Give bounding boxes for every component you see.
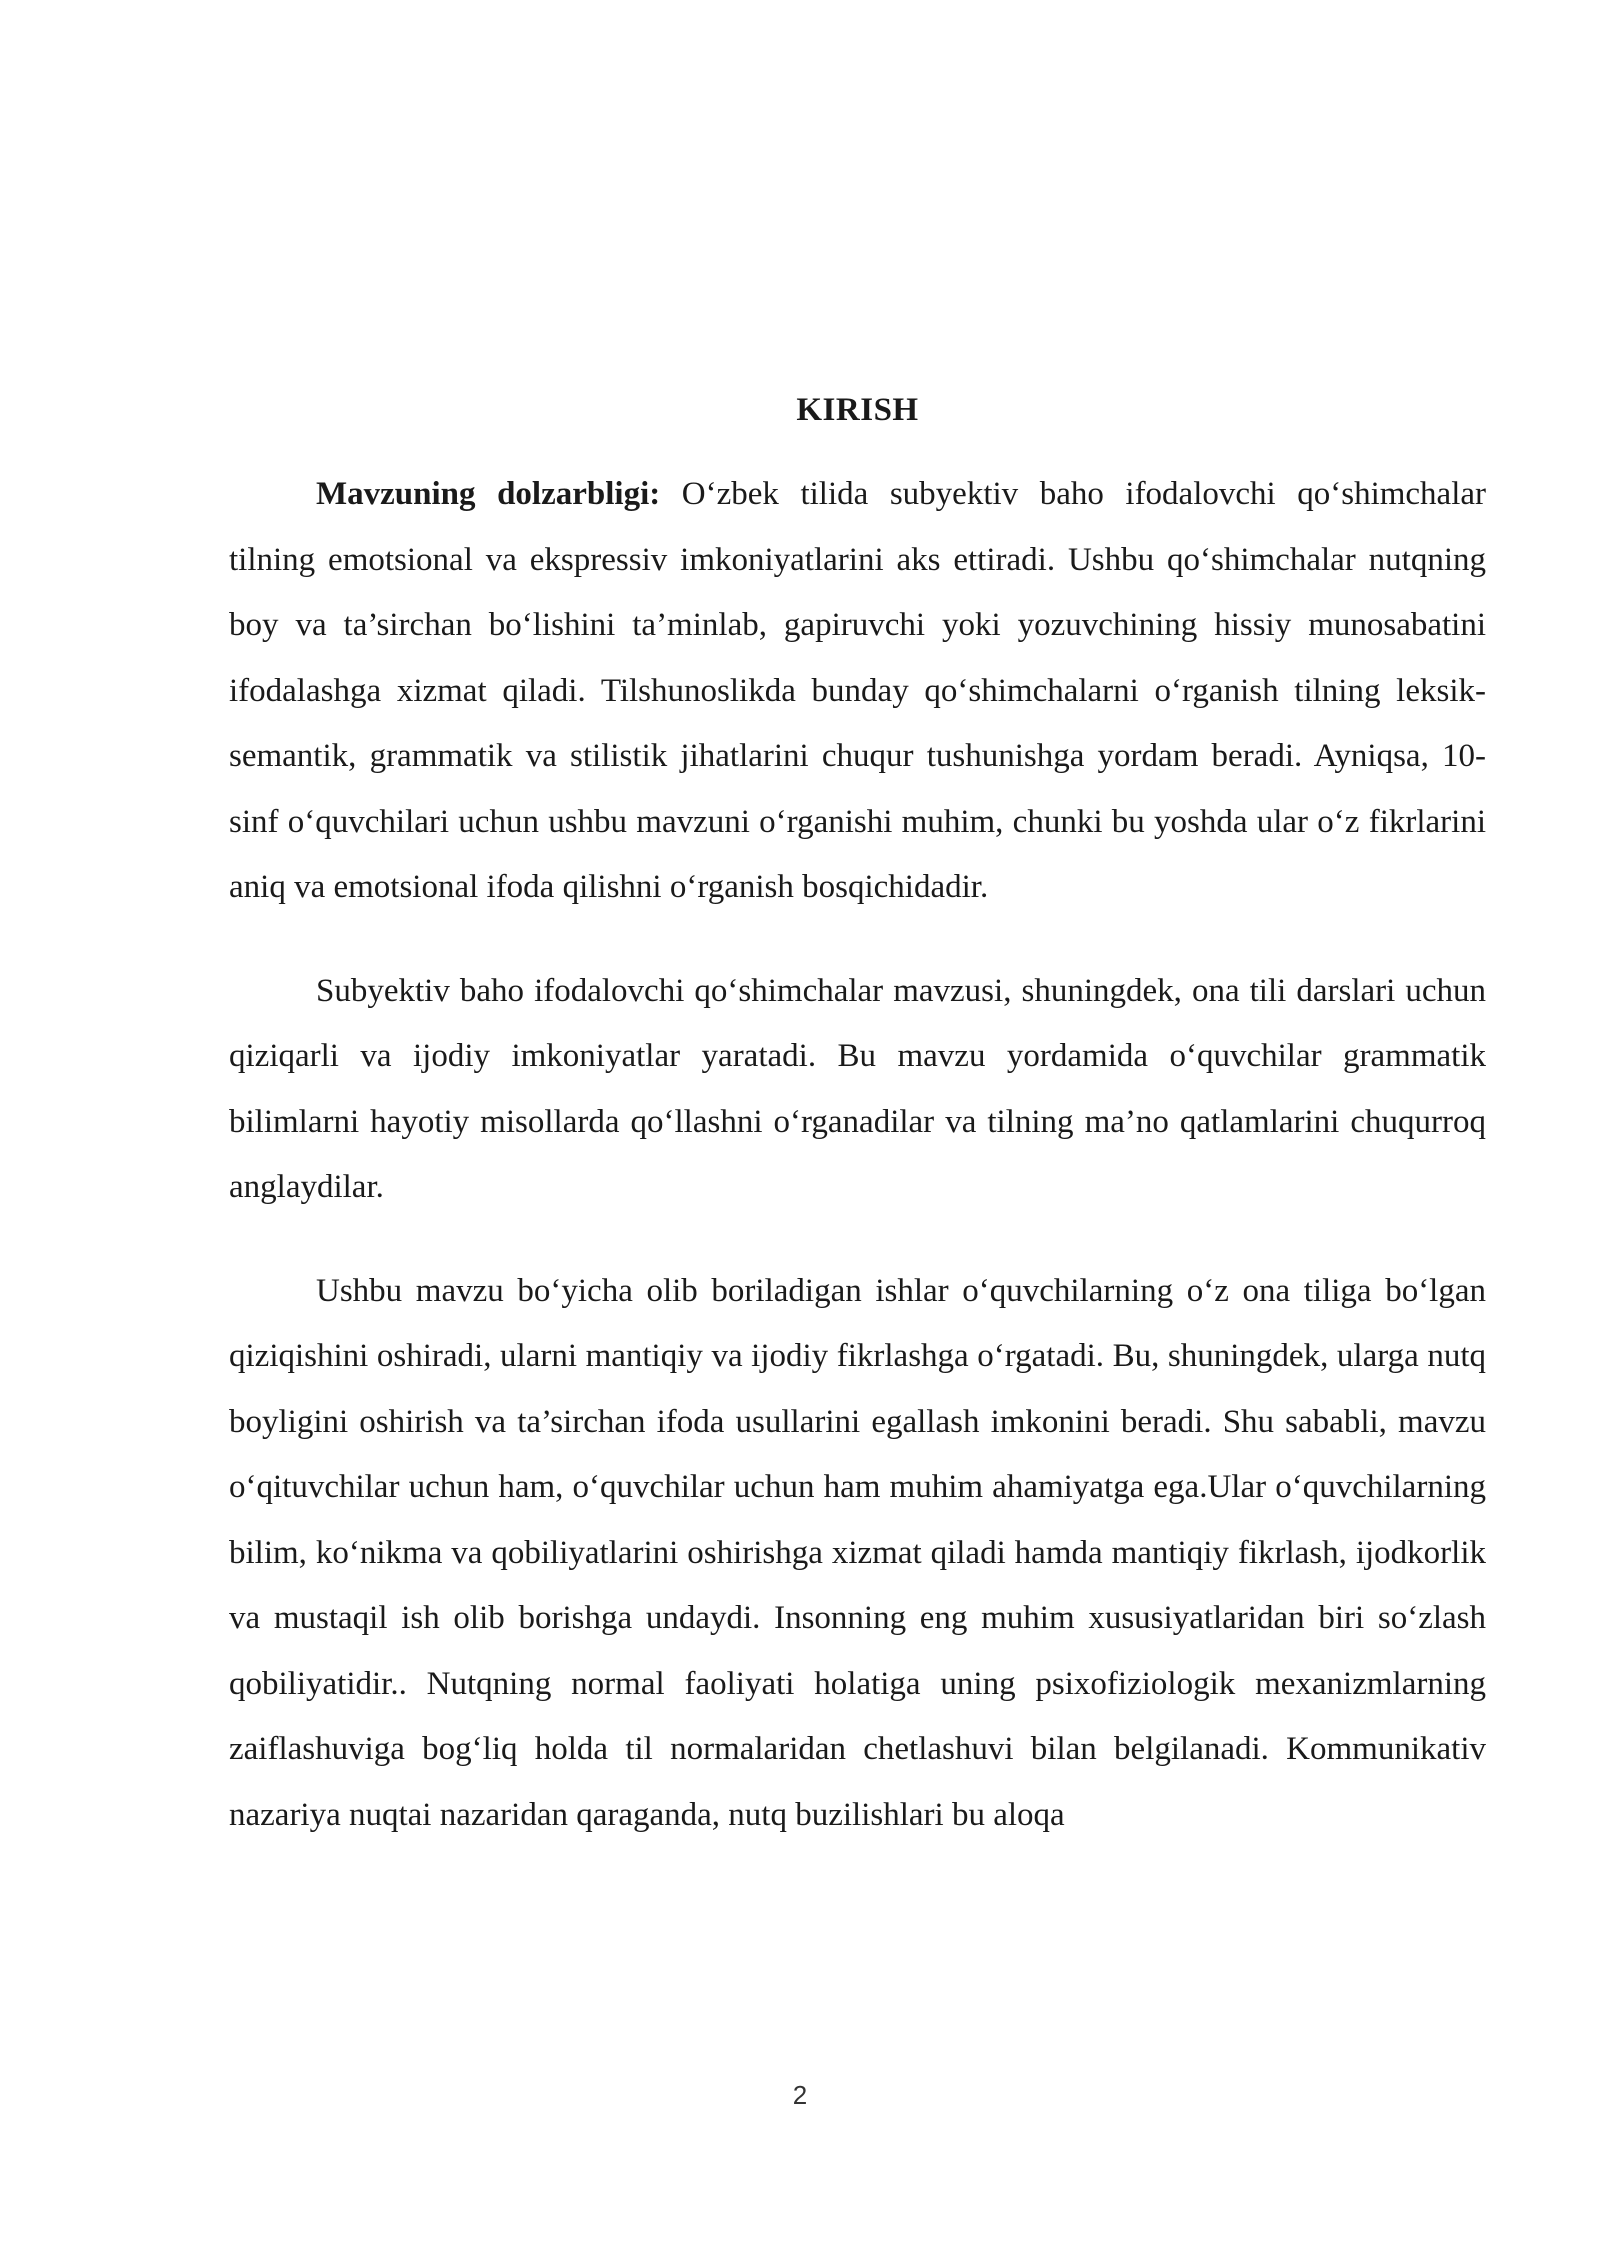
paragraph-lead-label: Mavzuning dolzarbligi: [316,476,661,512]
page-number: 2 [792,2080,808,2110]
paragraph-relevance-text: O‘zbek tilida subyektiv baho ifodalovchi qo‘shimchalar tilning emotsional va ekspressiv imkoniyatlarini aks ettiradi. Ushbu qo‘shimchalar nutqning boy va ta’sirchan bo‘lishini ta’minlab, gapiruvchi yoki yozuvchining hissiy munosabatini ifodalashga xizmat qiladi. Tilshunoslikda bunday qo‘shimchalarni o‘rganish tilning leksik-semantik, grammatik va stilistik jihatlarini chuqur tushunishga yordam beradi. Ayniqsa, 10-sinf o‘quvchilari uchun ushbu mavzuni o‘rganishi muhim, chunki bu yoshda ular o‘z fikrlarini aniq va emotsional ifoda qilishni o‘rganish bosqichidadir. [229,476,1487,905]
paragraph-relevance [229,462,1486,921]
section-heading: KIRISH [796,392,919,428]
paragraph-third: Ushbu mavzu bo‘yicha olib boriladigan ishlar o‘quvchilarning o‘z ona tiliga bo‘lgan qiziqishini oshiradi, ularni mantiqiy va ijodiy fikrlashga o‘rgatadi. Bu, shuningdek, ularga nutq boyligini oshirish va ta’sirchan ifoda usullarini egallash imkonini beradi. Shu sababli, mavzu o‘qituvchilar uchun ham, o‘quvchilar uchun ham muhim ahamiyatga ega.Ular o‘quvchilarning bilim, ko‘nikma va qobiliyatlarini oshirishga xizmat qiladi hamda mantiqiy fikrlash, ijodkorlik va mustaqil ish olib borishga undaydi. Insonning eng muhim xususiyatlaridan biri so‘zlash qobiliyatidir.. Nutqning normal faoliyati holatiga uning psixofiziologik mexanizmlarning zaiflashuviga bog‘liq holda til normalaridan chetlashuvi bilan belgilanadi. Kommunikativ nazariya nuqtai nazaridan qaraganda, nutq buzilishlari bu aloqa [229,1272,1486,1833]
paragraph-second: Subyektiv baho ifodalovchi qo‘shimchalar mavzusi, shuningdek, ona tili darslari uchun qiziqarli va ijodiy imkoniyatlar yaratadi. Bu mavzu yordamida o‘quvchilar grammatik bilimlarni hayotiy misollarda qo‘llashni o‘rganadilar va tilning ma’no qatlamlarini chuqurroq anglaydilar. [229,972,1486,1205]
page-content [229,380,1486,1848]
